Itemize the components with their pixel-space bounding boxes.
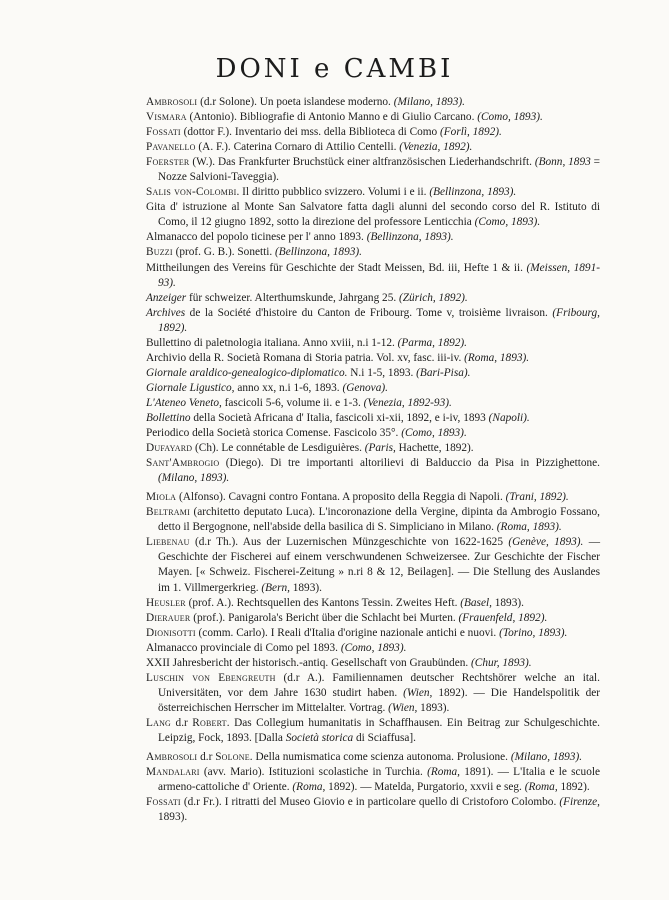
- entry-list: [146, 95, 600, 825]
- entry-text: de la Société d'histoire du Canton de Fribourg. Tome v, troisième livraison.: [185, 306, 553, 319]
- entry-text: (Forlì, 1892).: [440, 126, 502, 139]
- bibliography-entry: [146, 456, 600, 486]
- bibliography-entry: [146, 411, 600, 426]
- entry-text: Liebenau: [146, 536, 190, 549]
- entry-text: (Bellinzona, 1893).: [366, 231, 454, 244]
- entry-text: Bollettino: [146, 411, 191, 424]
- entry-text: 1891). — L'Italia e le scuole armeno-cattoliche d' Oriente.: [158, 766, 601, 794]
- entry-text: Anzeiger: [146, 291, 187, 304]
- entry-text: (d.r Fr.). I ritratti del Museo Giovio e in particolare quello di Cristoforo Colombo.: [180, 796, 560, 809]
- entry-text: Giornale araldico-genealogico-diplomatico.: [146, 366, 348, 379]
- entry-text: (Bellinzona, 1893).: [275, 246, 362, 259]
- bibliography-entry: [146, 291, 600, 306]
- entry-text: (d.r Th.). Aus der Luzernischen Münzgeschichte von 1622-1625: [189, 536, 509, 549]
- entry-text: Ambrosoli: [146, 751, 198, 764]
- entry-text: (Paris,: [364, 442, 396, 455]
- bibliography-entry: [146, 95, 600, 110]
- entry-text: Mittheilungen des Vereins für Geschichte der Stadt Meissen, Bd. iii, Hefte 1 & ii.: [146, 261, 527, 274]
- bibliography-entry: [146, 596, 600, 611]
- page-title: DONI e CAMBI: [215, 54, 454, 84]
- entry-text: Hachette, 1892).: [395, 442, 474, 455]
- entry-text: di Sciaffusa].: [353, 731, 417, 744]
- entry-text: Almanacco del popolo ticinese per l' anno 1893.: [146, 231, 367, 244]
- entry-text: (d.r Solone). Un poeta islandese moderno.: [197, 96, 394, 108]
- entry-text: (A. F.). Caterina Cornaro di Attilio Centelli.: [195, 141, 400, 154]
- entry-text: (Roma,: [292, 781, 326, 794]
- entry-text: (architetto deputato Luca). L'incoronazione della Vergine, dipinta da Ambrogio Fossano, detto il Bergognone, nell'abside della basilica di S. Simpliciano in Milano.: [158, 506, 600, 534]
- entry-text: (prof. G. B.). Sonetti.: [172, 246, 276, 259]
- entry-text: . Il diritto pubblico svizzero. Volumi i e ii.: [236, 186, 430, 199]
- entry-text: Dufayard: [146, 442, 193, 455]
- entry-text: . Della numismatica come scienza autonoma. Prolusione.: [249, 751, 511, 764]
- bibliography-entry: [146, 611, 600, 626]
- bibliography-entry: [146, 426, 600, 441]
- entry-text: (Wien,: [403, 686, 433, 699]
- entry-text: (Trani, 1892).: [505, 491, 569, 504]
- entry-text: (Zürich, 1892).: [399, 291, 468, 304]
- entry-text: Giornale Ligustico,: [146, 381, 235, 394]
- entry-text: Pavanello: [146, 141, 196, 154]
- entry-text: — Geschichte der Fischerei auf einem verschwundenen Schweizersee. Zur Geschichte der Fischer Mayen. [« Schweiz. Fischerei-Zeitung » n.ri 8 & 12, Beilagen]. — Die Stellung des Auslandes im 1. Villmergerkrieg.: [158, 536, 600, 594]
- entry-text: Lang: [146, 716, 172, 729]
- entry-text: 1892). — Die Handelspolitik der österreichischen Herrscher im Mittelalter. Vortrag.: [158, 686, 600, 714]
- entry-text: Heusler: [146, 596, 186, 609]
- entry-text: Buzzi: [146, 246, 173, 259]
- entry-text: (Basel,: [460, 596, 492, 609]
- bibliography-entry: [146, 336, 600, 351]
- entry-text: (Diego). Di tre importanti altorilievi di Balduccio da Pisa in Pizzighettone.: [219, 457, 600, 470]
- entry-text: (Venezia, 1892-93).: [363, 396, 452, 409]
- entry-text: (Torino, 1893).: [499, 626, 568, 639]
- entry-text: (Bari-Pisa).: [416, 366, 471, 379]
- bibliography-entry: [146, 441, 600, 456]
- bibliography-entry: [146, 535, 600, 595]
- entry-text: 1893).: [289, 581, 322, 594]
- entry-text: für schweizer. Alterthumskunde, Jahrgang 25.: [186, 291, 399, 304]
- entry-text: (Napoli).: [488, 411, 530, 424]
- entry-text: = Nozze Salvioni-Taveggia).: [158, 156, 600, 184]
- bibliography-entry: [146, 671, 600, 716]
- entry-text: Archivio della R. Società Romana di Storia patria. Vol. xv, fasc. iii-iv.: [146, 351, 465, 364]
- entry-text: (Frauenfeld, 1892).: [458, 611, 548, 624]
- entry-text: (Como, 1893).: [477, 111, 543, 124]
- entry-text: (Bern,: [261, 581, 290, 594]
- entry-text: Beltrami: [146, 506, 190, 519]
- entry-text: (Roma,: [524, 781, 558, 794]
- entry-text: (Fribourg, 1892).: [158, 306, 600, 334]
- entry-text: 1892).: [557, 781, 590, 794]
- bibliography-entry: [146, 200, 600, 230]
- entry-text: (prof. A.). Rechtsquellen des Kantons Tessin. Zweites Heft.: [185, 596, 461, 609]
- bibliography-entry: [146, 641, 600, 656]
- entry-text: (Firenze,: [559, 796, 600, 809]
- bibliography-entry: [146, 306, 600, 336]
- entry-text: (comm. Carlo). I Reali d'Italia d'origine nazionale antichi e nuovi.: [195, 626, 500, 639]
- bibliography-entry: [146, 795, 600, 825]
- entry-text: (prof.). Panigarola's Bericht über die Schlacht bei Murten.: [190, 611, 459, 624]
- entry-text: Dierauer: [146, 611, 191, 624]
- entry-text: (Roma, 1893).: [496, 521, 562, 534]
- entry-text: Salis von-Colombi: [146, 186, 237, 199]
- bibliography-entry: [146, 351, 600, 366]
- bibliography-entry: [146, 626, 600, 641]
- entry-text: Archives: [146, 306, 186, 319]
- bibliography-entry: [146, 490, 600, 505]
- bibliography-entry: [146, 396, 600, 411]
- entry-text: (Roma,: [427, 766, 461, 779]
- entry-text: (Wien,: [388, 701, 418, 714]
- entry-text: Robert: [192, 716, 227, 729]
- entry-text: anno xx, n.i 1-6, 1893.: [234, 381, 343, 394]
- entry-text: Gita d' istruzione al Monte San Salvatore fatta dagli alunni del secondo corso del R. Istituto di Como, il 12 giugno 1892, sotto la direzione del professore Lenticchia: [146, 201, 600, 229]
- entry-text: N.i 1-5, 1893.: [347, 366, 417, 379]
- entry-text: (dottor F.). Inventario dei mss. della Biblioteca di Como: [180, 126, 441, 139]
- entry-text: (Genève, 1893).: [508, 536, 584, 549]
- bibliography-entry: [146, 716, 600, 746]
- entry-text: Foerster: [146, 156, 190, 169]
- entry-text: (Chur, 1893).: [471, 656, 532, 669]
- bibliography-entry: [146, 505, 600, 535]
- entry-text: 1893).: [417, 701, 450, 714]
- bibliography-entry: [146, 750, 600, 765]
- entry-text: d.r: [171, 716, 193, 729]
- entry-text: . Das Collegium humanitatis in Schaffhausen. Ein Beitrag zur Schulgeschichte. Leipzig, Fock, 1893. [Dalla: [158, 716, 600, 744]
- entry-text: Dionisotti: [146, 626, 196, 639]
- entry-text: 1892). — Matelda, Purgatorio, xxvii e seg.: [325, 781, 525, 794]
- bibliography-entry: [146, 140, 600, 155]
- entry-text: Mandalari: [146, 766, 200, 779]
- entry-text: (Bellinzona, 1893).: [429, 186, 517, 199]
- entry-text: Almanacco provinciale di Como pel 1893.: [146, 641, 341, 654]
- entry-text: fascicoli 5-6, volume ii. e 1-3.: [221, 396, 364, 409]
- entry-text: Fossati: [146, 126, 181, 139]
- entry-text: Solone: [215, 751, 250, 764]
- entry-text: (Venezia, 1892).: [399, 141, 473, 154]
- entry-text: (Como, 1893).: [340, 641, 407, 654]
- bibliography-entry: [146, 125, 600, 140]
- entry-text: Fossati: [146, 796, 181, 809]
- bibliography-entry: [146, 261, 600, 291]
- entry-text: (Milano, 1893).: [393, 96, 465, 108]
- bibliography-entry: [146, 110, 600, 125]
- entry-text: (avv. Mario). Istituzioni scolastiche in Turchia.: [199, 766, 428, 779]
- bibliography-entry: [146, 185, 600, 200]
- bibliography-entry: [146, 155, 600, 185]
- entry-text: d.r: [197, 751, 216, 764]
- entry-text: L'Ateneo Veneto,: [146, 396, 222, 409]
- entry-text: (W.). Das Frankfurter Bruchstück einer altfranzösischen Liederhandschrift.: [189, 156, 535, 169]
- entry-text: (Parma, 1892).: [397, 336, 467, 349]
- entry-text: 1893).: [158, 811, 188, 824]
- entry-text: (Milano, 1893).: [510, 751, 583, 764]
- entry-text: (Genova).: [342, 381, 388, 394]
- entry-text: (Bonn, 1893: [534, 156, 591, 169]
- entry-text: (Meissen, 1891-93).: [158, 261, 600, 289]
- entry-text: (Como, 1893).: [474, 216, 541, 229]
- bibliography-entry: [146, 245, 600, 260]
- entry-text: Bullettino di paletnologia italiana. Anno xviii, n.i 1-12.: [146, 336, 398, 349]
- entry-text: XXII Jahresbericht der historisch.-antiq. Gesellschaft von Graubünden.: [146, 656, 472, 669]
- entry-text: (Roma, 1893).: [464, 351, 530, 364]
- entry-text: Società storica: [285, 731, 354, 744]
- entry-text: Luschin von Ebengreuth: [146, 671, 276, 684]
- entry-text: (d.r A.). Familiennamen deutscher Rechtshörer welche an ital. Universitäten, vor dem Jahre 1630 studirt haben.: [158, 671, 600, 699]
- entry-text: Periodico della Società storica Comense. Fascicolo 35°.: [146, 427, 402, 440]
- entry-text: (Antonio). Bibliografie di Antonio Manno e di Giulio Carcano.: [186, 111, 478, 124]
- bibliography-entry: [146, 366, 600, 381]
- entry-text: (Alfonso). Cavagni contro Fontana. A proposito della Reggia di Napoli.: [176, 491, 506, 504]
- bibliography-entry: [146, 381, 600, 396]
- entry-text: Sant'Ambrogio: [146, 457, 220, 470]
- entry-text: della Società Africana d' Italia, fascicoli xi-xii, 1892, e i-iv, 1893: [190, 411, 489, 424]
- entry-text: Vismara: [146, 111, 187, 124]
- entry-text: (Como, 1893).: [401, 427, 467, 440]
- entry-text: (Ch). Le connétable de Lesdiguières.: [192, 442, 365, 455]
- entry-text: (Milano, 1893).: [158, 472, 230, 485]
- entry-text: Miola: [146, 491, 177, 504]
- bibliography-entry: [146, 656, 600, 671]
- bibliography-entry: [146, 230, 600, 245]
- bibliography-entry: [146, 765, 600, 795]
- entry-text: Ambrosoli: [146, 96, 198, 108]
- entry-text: 1893).: [491, 596, 524, 609]
